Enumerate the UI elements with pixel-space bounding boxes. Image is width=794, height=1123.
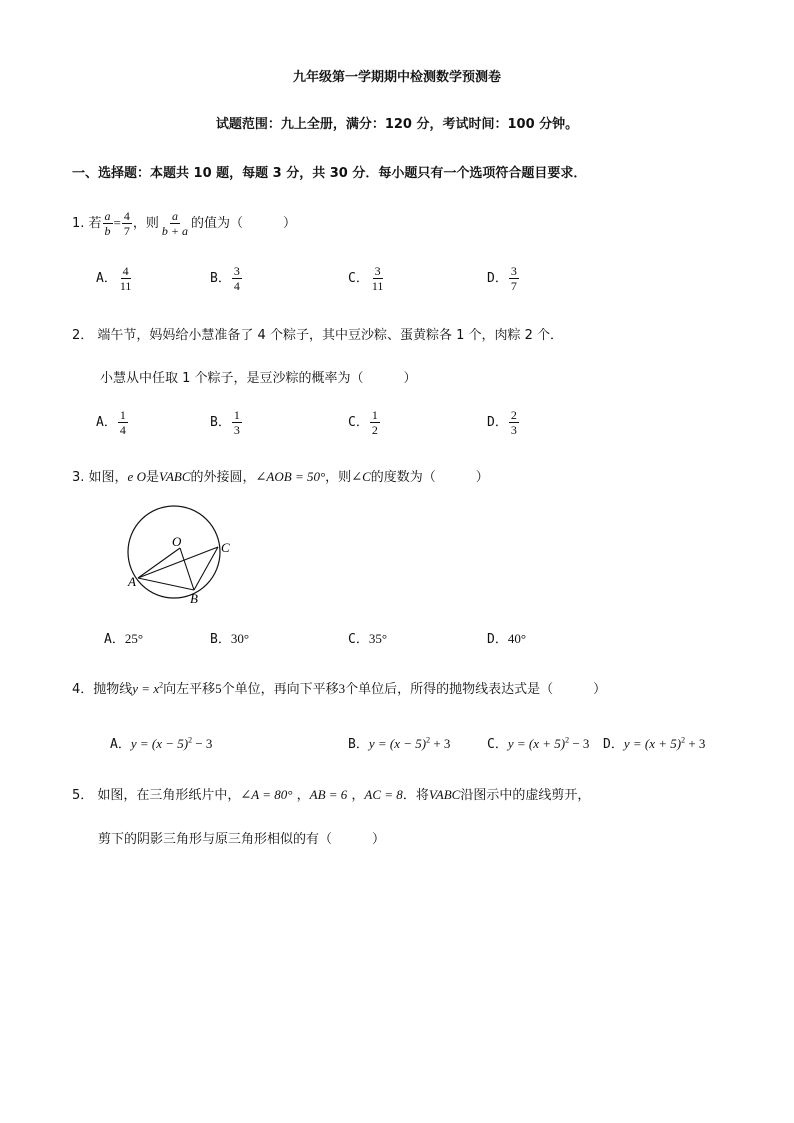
q3-angle: ∠AOB = 50° xyxy=(255,469,326,484)
q3-option-c[interactable] xyxy=(348,628,387,647)
q1-option-a[interactable] xyxy=(96,264,134,293)
option-expr: y = (x + 5) xyxy=(507,736,566,751)
option-label: C． xyxy=(348,415,369,430)
q1-mid: ，则 xyxy=(132,216,159,231)
option-label: D． xyxy=(487,271,508,286)
q3-is: 是 xyxy=(145,470,159,485)
option-sup: 2 xyxy=(188,735,193,745)
q4-expr: y = x xyxy=(132,681,160,696)
q3-then: ，则 xyxy=(325,470,352,485)
q3-option-b[interactable] xyxy=(210,628,249,647)
q5-sep1: ， xyxy=(292,788,310,803)
q2-line-2: 小慧从中任取 1 个粽子，是豆沙粽的概率为（ xyxy=(100,371,364,386)
option-rest: − 3 xyxy=(569,736,590,751)
segment-ac xyxy=(138,547,218,578)
option-label: A． xyxy=(104,632,125,647)
q5-ab: AB = 6 xyxy=(309,787,348,802)
option-label: C． xyxy=(348,632,369,647)
q3-lead: 3. 如图， xyxy=(72,470,128,485)
q2-option-a[interactable] xyxy=(96,408,129,437)
label-b: B xyxy=(190,591,198,606)
q3-mid: 的外接圆， xyxy=(190,470,256,485)
label-o: O xyxy=(172,534,182,549)
q1-equals: = xyxy=(113,215,121,230)
question-5-line-2 xyxy=(98,828,385,847)
q4-n2: 3 xyxy=(338,681,346,696)
option-label: B． xyxy=(210,632,231,647)
option-value: 35° xyxy=(368,631,388,646)
q1-option-b[interactable] xyxy=(210,264,243,293)
q5-angle: ∠A = 80° xyxy=(240,787,293,802)
label-a: A xyxy=(128,574,136,589)
option-label: B． xyxy=(210,271,231,286)
option-rest: + 3 xyxy=(430,736,451,751)
q5-triangle: VABC xyxy=(428,787,461,802)
option-label: A． xyxy=(96,271,117,286)
q3-close: ） xyxy=(475,470,489,485)
option-label: D． xyxy=(487,415,508,430)
q5-lead: 5． 如图，在三角形纸片中， xyxy=(72,788,241,803)
q4-option-c[interactable] xyxy=(487,733,589,752)
q3-option-d[interactable] xyxy=(487,628,526,647)
segment-bc xyxy=(194,547,218,590)
question-4 xyxy=(72,678,606,697)
q3-tail: 的度数为（ xyxy=(370,470,436,485)
option-label: B． xyxy=(210,415,231,430)
q1-fraction-target: $\frac{a}{b + a}$ xyxy=(161,209,189,238)
question-5 xyxy=(72,784,590,803)
option-value: 25° xyxy=(124,631,144,646)
question-2-line-2 xyxy=(100,367,417,386)
q5-line-2: 剪下的阴影三角形与原三角形相似的有（ xyxy=(98,832,333,847)
q5-close: ） xyxy=(372,832,386,847)
q4-lead: 4．抛物线 xyxy=(72,682,133,697)
q5-tail: 沿图示中的虚线剪开， xyxy=(460,788,591,803)
question-3 xyxy=(72,466,489,485)
q1-tail: 的值为（ xyxy=(191,216,244,231)
option-label: C． xyxy=(348,271,369,286)
q3-circle: e O xyxy=(127,469,146,484)
q3-option-a[interactable] xyxy=(104,628,143,647)
option-fraction: $\frac{1}{3}$ xyxy=(233,408,240,437)
exam-title: 九年级第一学期期中检测数学预测卷 xyxy=(292,70,501,85)
q1-fraction-a-over-b: $\frac{a}{b}$ xyxy=(104,209,111,238)
q3-triangle: VABC xyxy=(158,469,191,484)
segment-ao xyxy=(138,548,180,578)
q1-fraction-4-over-7: $\frac{4}{7}$ xyxy=(123,209,130,238)
q2-option-c[interactable] xyxy=(348,408,381,437)
option-fraction: $\frac{1}{2}$ xyxy=(371,408,378,437)
q4-option-a[interactable] xyxy=(110,733,212,752)
option-fraction: $\frac{3}{11}$ xyxy=(371,264,384,293)
option-label: D． xyxy=(603,737,624,752)
option-fraction: $\frac{3}{7}$ xyxy=(510,264,517,293)
option-label: A． xyxy=(110,737,131,752)
q4-text1: 向左平移 xyxy=(163,682,216,697)
q2-line-1: 2． 端午节，妈妈给小慧准备了 4 个粽子，其中豆沙粽、蛋黄粽各 1 个，肉粽 2 个． xyxy=(72,328,564,343)
q4-option-d[interactable] xyxy=(603,733,705,752)
question-1 xyxy=(72,209,296,238)
option-sup: 2 xyxy=(565,735,570,745)
q4-option-b[interactable] xyxy=(348,733,450,752)
q1-close: ） xyxy=(283,216,297,231)
q3-angle-c: ∠C xyxy=(351,469,371,484)
option-label: C． xyxy=(487,737,508,752)
q1-option-c[interactable] xyxy=(348,264,386,293)
option-label: A． xyxy=(96,415,117,430)
option-expr: y = (x + 5) xyxy=(623,736,682,751)
label-c: C xyxy=(221,540,230,555)
option-fraction: $\frac{4}{11}$ xyxy=(119,264,132,293)
option-sup: 2 xyxy=(426,735,431,745)
q4-n1: 5 xyxy=(215,681,222,696)
q3-circle-figure xyxy=(120,500,250,610)
option-label: B． xyxy=(348,737,369,752)
q5-text: ．将 xyxy=(402,788,429,803)
q2-option-d[interactable] xyxy=(487,408,520,437)
q1-option-d[interactable] xyxy=(487,264,520,293)
option-label: D． xyxy=(487,632,508,647)
q4-text2: 个单位，再向下平移 xyxy=(221,682,339,697)
q2-close: ） xyxy=(403,371,417,386)
q5-sep2: ， xyxy=(347,788,365,803)
option-fraction: $\frac{3}{4}$ xyxy=(233,264,240,293)
q1-lead: 1. 若 xyxy=(72,216,102,231)
q2-option-b[interactable] xyxy=(210,408,243,437)
option-sup: 2 xyxy=(681,735,686,745)
q4-close: ） xyxy=(593,682,607,697)
exam-subtitle: 试题范围：九上全册，满分：120 分，考试时间：100 分钟。 xyxy=(215,117,579,132)
segment-ob xyxy=(180,548,194,590)
q4-text3: 个单位后，所得的抛物线表达式是（ xyxy=(345,682,554,697)
section-heading: 一、选择题：本题共 10 题，每题 3 分，共 30 分．每小题只有一个选项符合题目要求． xyxy=(72,166,587,181)
option-rest: − 3 xyxy=(192,736,213,751)
option-fraction: $\frac{2}{3}$ xyxy=(510,408,517,437)
option-fraction: $\frac{1}{4}$ xyxy=(119,408,126,437)
option-rest: + 3 xyxy=(685,736,706,751)
q5-ac: AC = 8 xyxy=(364,787,403,802)
option-expr: y = (x − 5) xyxy=(368,736,427,751)
option-value: 40° xyxy=(507,631,527,646)
q4-expr-sup: 2 xyxy=(159,680,164,690)
option-value: 30° xyxy=(230,631,250,646)
option-expr: y = (x − 5) xyxy=(130,736,189,751)
